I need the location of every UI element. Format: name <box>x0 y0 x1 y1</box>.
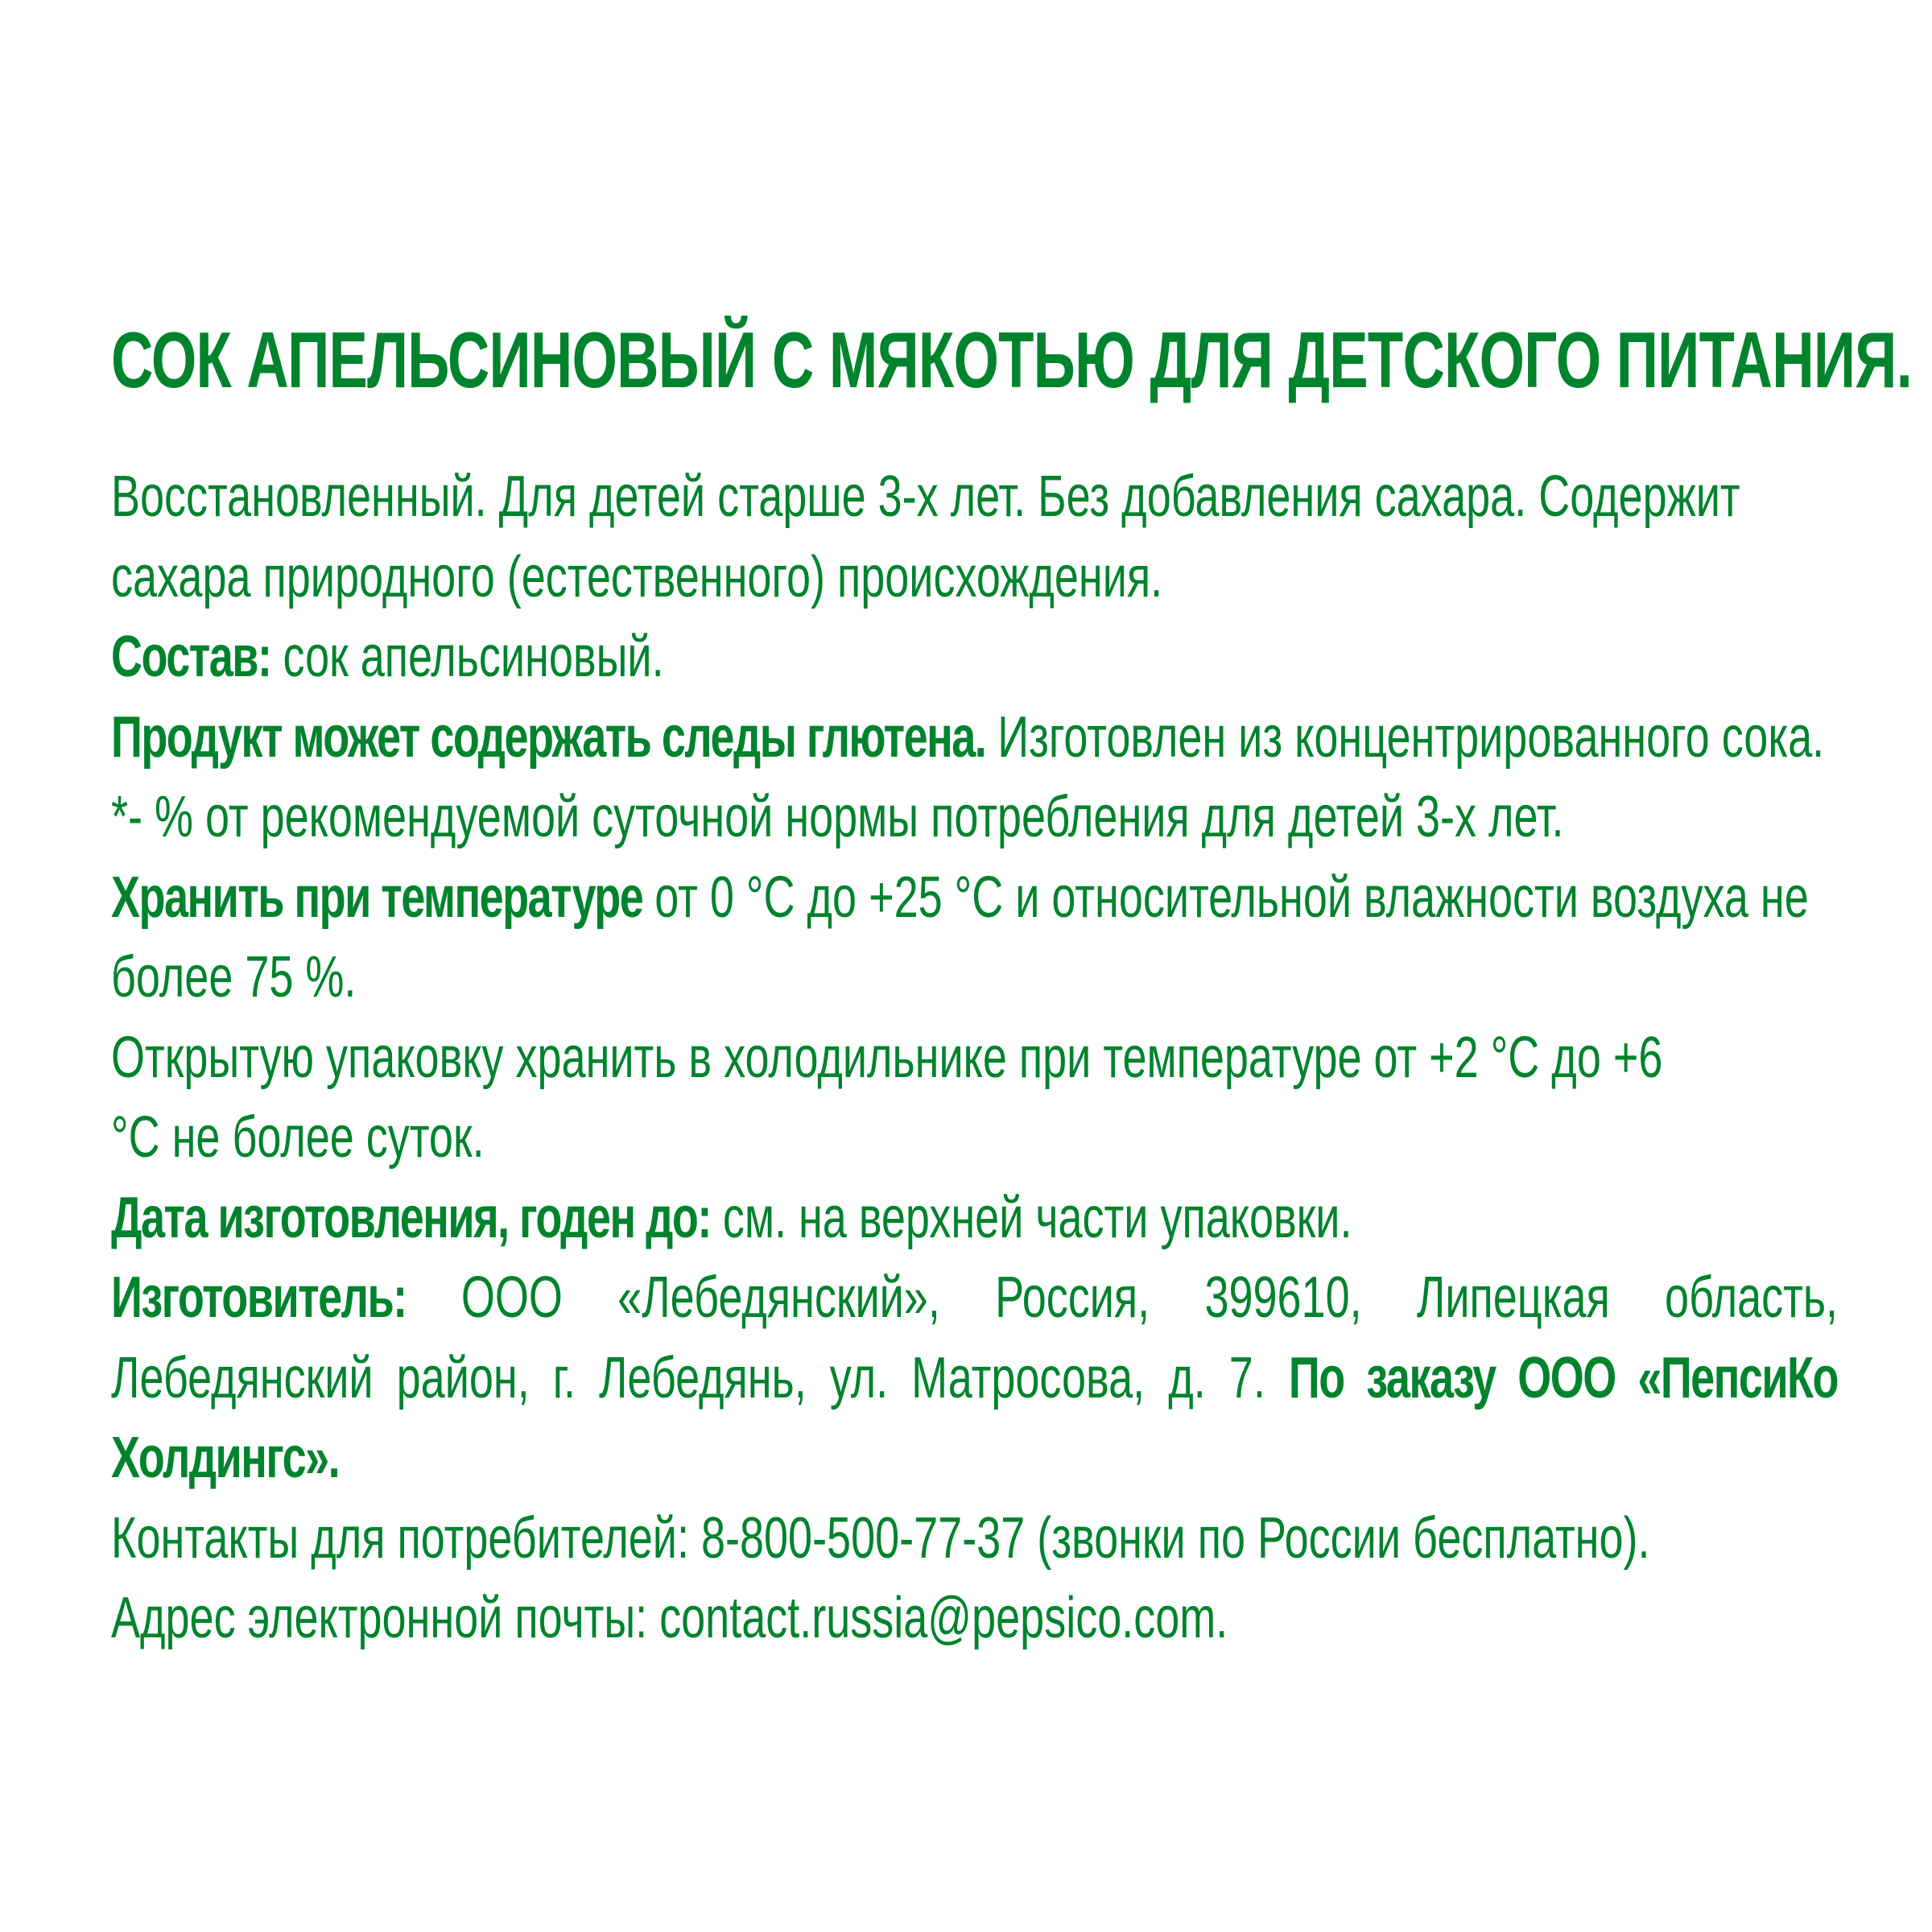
dates-line <box>111 1179 1838 1259</box>
order-label-part-1: По заказу ООО «ПепсиКо <box>1288 1345 1838 1410</box>
contacts-phone-line: Контакты для потребителей: 8-800-500-77-37 (звонки по России бесплатно). <box>111 1505 1650 1571</box>
contacts-email-line: Адрес электронной почты: contact.russia@pepsico.com. <box>111 1586 1228 1650</box>
description-line-2: сахара природного (естественного) происхождения. <box>111 544 1163 609</box>
manufacturer-line-2 <box>111 1339 1838 1419</box>
manufacturer-line-3 <box>111 1418 1838 1499</box>
order-label-part-2: Холдингс». <box>111 1426 340 1490</box>
opened-storage-line-2: °С не более суток. <box>111 1105 485 1170</box>
allergen-line <box>111 698 1838 778</box>
label-text-block <box>111 457 1838 1659</box>
storage-value: от 0 °С до +25 °С и относительной влажности воздуха не <box>642 865 1809 930</box>
description-line-1: Восстановленный. Для детей старше 3-х лет. Без добавления сахара. Содержит <box>111 464 1740 529</box>
composition-label: Состав: <box>111 625 271 689</box>
composition-value: сок апельсиновый. <box>270 625 664 689</box>
allergen-value: Изготовлен из концентрированного сока. <box>985 704 1825 770</box>
product-title: СОК АПЕЛЬСИНОВЫЙ С МЯКОТЬЮ ДЛЯ ДЕТСКОГО ПИТАНИЯ. <box>111 316 1913 404</box>
manufacturer-address-2: Лебедянский район, г. Лебедянь, ул. Матросова, д. 7. <box>111 1345 1265 1410</box>
storage-line-2: более 75 %. <box>111 945 357 1009</box>
dates-value: см. на верхней части упаковки. <box>710 1185 1352 1250</box>
footnote-line: *- % от рекомендуемой суточной нормы потребления для детей 3-х лет. <box>111 785 1564 849</box>
allergen-label: Продукт может содержать следы глютена. <box>111 704 986 770</box>
storage-label: Хранить при температуре <box>111 865 643 930</box>
dates-label: Дата изготовления, годен до: <box>111 1185 711 1250</box>
manufacturer-label: Изготовитель: <box>111 1265 407 1330</box>
storage-line-1 <box>111 858 1838 939</box>
manufacturer-line-1 <box>111 1258 1838 1339</box>
composition-line <box>111 617 1838 698</box>
opened-storage-line-1: Открытую упаковку хранить в холодильнике при температуре от +2 °С до +6 <box>111 1025 1663 1090</box>
manufacturer-address-1: ООО «Лебедянский», Россия, 399610, Липецкая область, <box>460 1265 1838 1330</box>
